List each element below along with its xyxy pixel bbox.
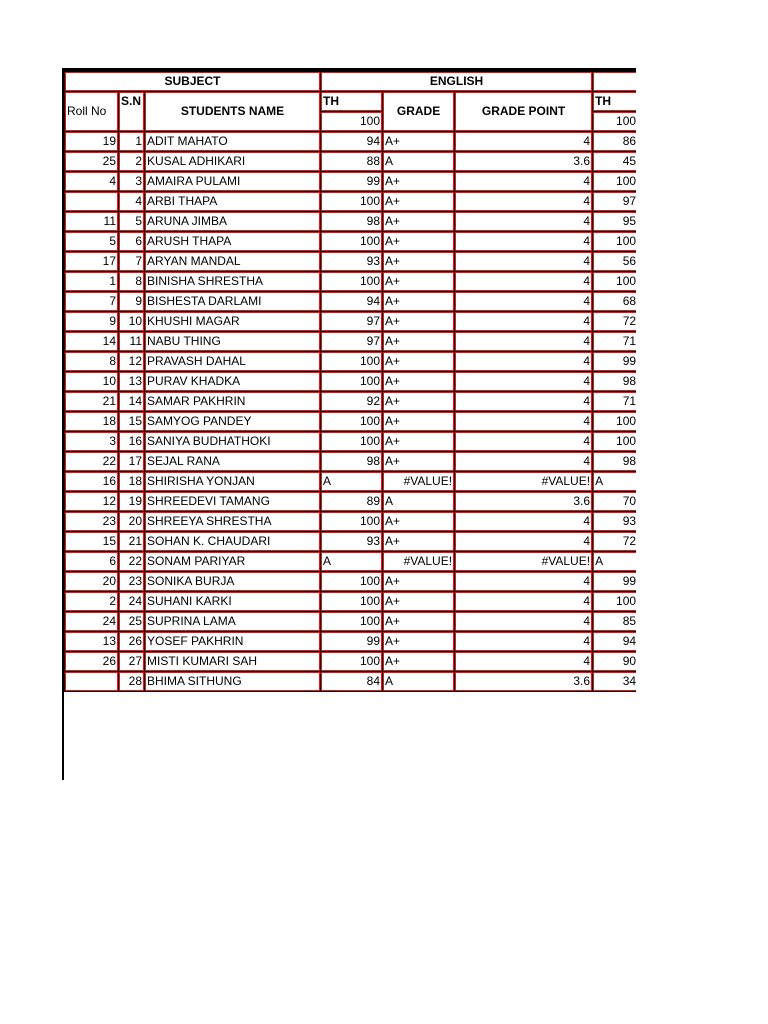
- roll-no-cell[interactable]: 2: [65, 592, 119, 612]
- sn-cell[interactable]: 12: [119, 352, 145, 372]
- sn-cell[interactable]: 25: [119, 612, 145, 632]
- sn-cell[interactable]: 14: [119, 392, 145, 412]
- student-name-cell[interactable]: AMAIRA PULAMI: [145, 172, 321, 192]
- table-row: [65, 412, 637, 432]
- next-subject-th-cell[interactable]: 72: [593, 312, 636, 332]
- next-subject-th-cell[interactable]: 98: [593, 372, 636, 392]
- roll-no-cell[interactable]: 25: [65, 152, 119, 172]
- grade-point-header: GRADE POINT: [455, 92, 593, 132]
- sn-cell[interactable]: 2: [119, 152, 145, 172]
- grade-cell[interactable]: A+: [383, 432, 455, 452]
- next-subject-th-cell[interactable]: 93: [593, 512, 636, 532]
- roll-no-cell[interactable]: 11: [65, 212, 119, 232]
- grade-point-cell[interactable]: 4: [455, 412, 593, 432]
- th-marks-cell[interactable]: 92: [321, 392, 383, 412]
- grade-point-cell[interactable]: 4: [455, 132, 593, 152]
- sn-cell[interactable]: 20: [119, 512, 145, 532]
- table-row: [65, 152, 637, 172]
- roll-no-cell[interactable]: 16: [65, 472, 119, 492]
- next-subject-th-cell[interactable]: 100: [593, 592, 636, 612]
- next-subject-th-cell[interactable]: 72: [593, 532, 636, 552]
- th-marks-cell[interactable]: 99: [321, 632, 383, 652]
- th-marks-cell[interactable]: 100: [321, 512, 383, 532]
- table-row: [65, 372, 637, 392]
- sn-cell[interactable]: 10: [119, 312, 145, 332]
- roll-no-cell[interactable]: 13: [65, 632, 119, 652]
- table-row: [65, 132, 637, 152]
- roll-no-cell[interactable]: 5: [65, 232, 119, 252]
- sn-cell[interactable]: 5: [119, 212, 145, 232]
- sn-cell[interactable]: 3: [119, 172, 145, 192]
- table-row: [65, 492, 637, 512]
- student-name-cell[interactable]: SUHANI KARKI: [145, 592, 321, 612]
- th-marks-cell[interactable]: 94: [321, 132, 383, 152]
- next-subject-th-cell[interactable]: 86: [593, 132, 636, 152]
- table-row: [65, 452, 637, 472]
- roll-no-cell[interactable]: 17: [65, 252, 119, 272]
- grade-cell[interactable]: A+: [383, 572, 455, 592]
- th-marks-cell[interactable]: 97: [321, 332, 383, 352]
- roll-no-cell[interactable]: 19: [65, 132, 119, 152]
- grade-point-cell[interactable]: 4: [455, 632, 593, 652]
- next-subject-th-cell[interactable]: 100: [593, 432, 636, 452]
- student-name-cell[interactable]: SHREEDEVI TAMANG: [145, 492, 321, 512]
- th-marks-cell[interactable]: 98: [321, 452, 383, 472]
- table-row: [65, 192, 637, 212]
- th-marks-cell[interactable]: 88: [321, 152, 383, 172]
- roll-no-header: Roll No: [65, 92, 119, 132]
- next-subject-th-cell[interactable]: 97: [593, 192, 636, 212]
- grade-point-cell[interactable]: 4: [455, 232, 593, 252]
- next-subject-th-cell[interactable]: 94: [593, 632, 636, 652]
- grade-cell[interactable]: A: [383, 672, 455, 692]
- grade-cell[interactable]: A+: [383, 512, 455, 532]
- table-row: [65, 292, 637, 312]
- next-subject-th-cell[interactable]: 85: [593, 612, 636, 632]
- next-subject-th-cell[interactable]: 34: [593, 672, 636, 692]
- grade-point-cell[interactable]: 4: [455, 652, 593, 672]
- table-row: [65, 592, 637, 612]
- th-marks-cell[interactable]: 99: [321, 172, 383, 192]
- sn-header: S.N: [119, 92, 145, 132]
- next-subject-th-cell[interactable]: 71: [593, 332, 636, 352]
- grade-cell[interactable]: A+: [383, 372, 455, 392]
- grade-point-cell[interactable]: 4: [455, 252, 593, 272]
- roll-no-cell[interactable]: 24: [65, 612, 119, 632]
- sn-cell[interactable]: 9: [119, 292, 145, 312]
- grade-point-cell[interactable]: 4: [455, 292, 593, 312]
- students-name-header: STUDENTS NAME: [145, 92, 321, 132]
- th-marks-cell[interactable]: 100: [321, 232, 383, 252]
- grade-cell[interactable]: A+: [383, 132, 455, 152]
- student-name-cell[interactable]: NABU THING: [145, 332, 321, 352]
- next-subject-th-cell[interactable]: A: [593, 472, 636, 492]
- roll-no-cell[interactable]: 22: [65, 452, 119, 472]
- grade-cell[interactable]: A+: [383, 212, 455, 232]
- grade-cell[interactable]: A: [383, 152, 455, 172]
- sn-cell[interactable]: 16: [119, 432, 145, 452]
- roll-no-cell[interactable]: [65, 192, 119, 212]
- next-subject-th-cell[interactable]: 90: [593, 652, 636, 672]
- student-name-cell[interactable]: SUPRINA LAMA: [145, 612, 321, 632]
- grade-cell[interactable]: A+: [383, 452, 455, 472]
- roll-no-cell[interactable]: 1: [65, 272, 119, 292]
- sn-cell[interactable]: 13: [119, 372, 145, 392]
- grade-point-cell[interactable]: 4: [455, 532, 593, 552]
- next-subject-th-cell[interactable]: 100: [593, 172, 636, 192]
- marks-table: [64, 71, 636, 692]
- roll-no-cell[interactable]: 8: [65, 352, 119, 372]
- sn-cell[interactable]: 23: [119, 572, 145, 592]
- th-marks-cell[interactable]: 84: [321, 672, 383, 692]
- student-name-cell[interactable]: BHIMA SITHUNG: [145, 672, 321, 692]
- grade-point-cell[interactable]: 4: [455, 392, 593, 412]
- roll-no-cell[interactable]: 4: [65, 172, 119, 192]
- next-subject-th-cell[interactable]: 68: [593, 292, 636, 312]
- grade-point-cell[interactable]: 4: [455, 572, 593, 592]
- table-row: [65, 632, 637, 652]
- table-row: [65, 612, 637, 632]
- next-subject-th-cell[interactable]: 70: [593, 492, 636, 512]
- header-row-subject: [65, 72, 637, 92]
- table-row: [65, 392, 637, 412]
- next-subject-th-cell[interactable]: 95: [593, 212, 636, 232]
- table-row: [65, 232, 637, 252]
- table-row: [65, 312, 637, 332]
- th-marks-cell[interactable]: 100: [321, 372, 383, 392]
- next-subject-th-cell[interactable]: 100: [593, 232, 636, 252]
- grade-cell[interactable]: A+: [383, 292, 455, 312]
- subject-name: ENGLISH: [321, 72, 593, 92]
- grade-cell[interactable]: A+: [383, 612, 455, 632]
- th-marks-cell[interactable]: 100: [321, 432, 383, 452]
- grade-point-cell[interactable]: 4: [455, 172, 593, 192]
- roll-no-cell[interactable]: 23: [65, 512, 119, 532]
- student-name-cell[interactable]: ARUNA JIMBA: [145, 212, 321, 232]
- next-subject-th-cell[interactable]: 99: [593, 352, 636, 372]
- th-marks-cell[interactable]: 89: [321, 492, 383, 512]
- grade-point-cell[interactable]: 4: [455, 312, 593, 332]
- next-subject-th-cell[interactable]: 98: [593, 452, 636, 472]
- th-header: TH: [321, 92, 383, 112]
- next-subject-header: [593, 72, 636, 92]
- next-subject-th-cell[interactable]: 100: [593, 272, 636, 292]
- grade-point-cell[interactable]: 4: [455, 432, 593, 452]
- roll-no-cell[interactable]: 7: [65, 292, 119, 312]
- student-name-cell[interactable]: SANIYA BUDHATHOKI: [145, 432, 321, 452]
- marks-table-frame: [62, 68, 636, 780]
- table-row: [65, 432, 637, 452]
- roll-no-cell[interactable]: 9: [65, 312, 119, 332]
- table-row: [65, 512, 637, 532]
- grade-cell[interactable]: A+: [383, 632, 455, 652]
- roll-no-cell[interactable]: 21: [65, 392, 119, 412]
- th-marks-cell[interactable]: 100: [321, 352, 383, 372]
- table-row: [65, 352, 637, 372]
- student-name-cell[interactable]: SONAM PARIYAR: [145, 552, 321, 572]
- th-full-marks: 100: [321, 112, 383, 132]
- sn-cell[interactable]: 22: [119, 552, 145, 572]
- grade-point-cell[interactable]: 4: [455, 452, 593, 472]
- roll-no-cell[interactable]: 3: [65, 432, 119, 452]
- grade-cell[interactable]: A+: [383, 252, 455, 272]
- grade-point-cell[interactable]: 4: [455, 332, 593, 352]
- table-row: [65, 172, 637, 192]
- grade-header: GRADE: [383, 92, 455, 132]
- table-row: [65, 252, 637, 272]
- table-row: [65, 672, 637, 692]
- grade-point-cell[interactable]: 4: [455, 352, 593, 372]
- student-name-cell[interactable]: ADIT MAHATO: [145, 132, 321, 152]
- th-marks-cell[interactable]: 94: [321, 292, 383, 312]
- grade-cell[interactable]: #VALUE!: [383, 552, 455, 572]
- next-subject-th-cell[interactable]: 71: [593, 392, 636, 412]
- roll-no-cell[interactable]: 20: [65, 572, 119, 592]
- th-marks-cell[interactable]: 93: [321, 252, 383, 272]
- student-name-cell[interactable]: PRAVASH DAHAL: [145, 352, 321, 372]
- grade-cell[interactable]: A+: [383, 392, 455, 412]
- roll-no-cell[interactable]: 26: [65, 652, 119, 672]
- th-marks-cell[interactable]: A: [321, 552, 383, 572]
- table-row: [65, 572, 637, 592]
- student-name-cell[interactable]: BINISHA SHRESTHA: [145, 272, 321, 292]
- sn-cell[interactable]: 6: [119, 232, 145, 252]
- sn-cell[interactable]: 15: [119, 412, 145, 432]
- grade-cell[interactable]: A+: [383, 352, 455, 372]
- th-marks-cell[interactable]: 100: [321, 652, 383, 672]
- grade-point-cell[interactable]: 3.6: [455, 672, 593, 692]
- grade-point-cell[interactable]: 3.6: [455, 152, 593, 172]
- student-name-cell[interactable]: SEJAL RANA: [145, 452, 321, 472]
- student-name-cell[interactable]: SAMYOG PANDEY: [145, 412, 321, 432]
- sn-cell[interactable]: 7: [119, 252, 145, 272]
- student-name-cell[interactable]: ARBI THAPA: [145, 192, 321, 212]
- table-row: [65, 272, 637, 292]
- student-name-cell[interactable]: KHUSHI MAGAR: [145, 312, 321, 332]
- subject-label: SUBJECT: [65, 72, 321, 92]
- grade-point-cell[interactable]: 4: [455, 272, 593, 292]
- th2-full-marks: 100: [593, 112, 636, 132]
- th2-header: TH: [593, 92, 636, 112]
- grade-point-cell[interactable]: 4: [455, 372, 593, 392]
- th-marks-cell[interactable]: 100: [321, 272, 383, 292]
- table-row: [65, 332, 637, 352]
- sn-cell[interactable]: 26: [119, 632, 145, 652]
- student-name-cell[interactable]: SONIKA BURJA: [145, 572, 321, 592]
- student-name-cell[interactable]: SOHAN K. CHAUDARI: [145, 532, 321, 552]
- table-row: [65, 472, 637, 492]
- sn-cell[interactable]: 24: [119, 592, 145, 612]
- roll-no-cell[interactable]: 10: [65, 372, 119, 392]
- student-name-cell[interactable]: KUSAL ADHIKARI: [145, 152, 321, 172]
- grade-cell[interactable]: A+: [383, 192, 455, 212]
- sn-cell[interactable]: 8: [119, 272, 145, 292]
- th-marks-cell[interactable]: 100: [321, 412, 383, 432]
- sn-cell[interactable]: 21: [119, 532, 145, 552]
- next-subject-th-cell[interactable]: A: [593, 552, 636, 572]
- th-marks-cell[interactable]: 100: [321, 592, 383, 612]
- student-name-cell[interactable]: SHIRISHA YONJAN: [145, 472, 321, 492]
- roll-no-cell[interactable]: 14: [65, 332, 119, 352]
- sn-cell[interactable]: 11: [119, 332, 145, 352]
- grade-cell[interactable]: A: [383, 492, 455, 512]
- next-subject-th-cell[interactable]: 99: [593, 572, 636, 592]
- th-marks-cell[interactable]: 97: [321, 312, 383, 332]
- table-row: [65, 212, 637, 232]
- th-marks-cell[interactable]: 93: [321, 532, 383, 552]
- student-name-cell[interactable]: BISHESTA DARLAMI: [145, 292, 321, 312]
- grade-point-cell[interactable]: #VALUE!: [455, 472, 593, 492]
- roll-no-cell[interactable]: 6: [65, 552, 119, 572]
- next-subject-th-cell[interactable]: 100: [593, 412, 636, 432]
- grade-cell[interactable]: A+: [383, 652, 455, 672]
- grade-cell[interactable]: A+: [383, 532, 455, 552]
- grade-cell[interactable]: A+: [383, 272, 455, 292]
- roll-no-cell[interactable]: 15: [65, 532, 119, 552]
- grade-point-cell[interactable]: 4: [455, 512, 593, 532]
- sn-cell[interactable]: 18: [119, 472, 145, 492]
- table-row: [65, 532, 637, 552]
- grade-point-cell[interactable]: #VALUE!: [455, 552, 593, 572]
- grade-point-cell[interactable]: 4: [455, 212, 593, 232]
- roll-no-cell[interactable]: [65, 672, 119, 692]
- student-name-cell[interactable]: YOSEF PAKHRIN: [145, 632, 321, 652]
- next-subject-th-cell[interactable]: 45: [593, 152, 636, 172]
- roll-no-cell[interactable]: 12: [65, 492, 119, 512]
- sn-cell[interactable]: 19: [119, 492, 145, 512]
- table-row: [65, 652, 637, 672]
- sn-cell[interactable]: 1: [119, 132, 145, 152]
- header-row-columns: [65, 92, 637, 112]
- sn-cell[interactable]: 27: [119, 652, 145, 672]
- student-name-cell[interactable]: SAMAR PAKHRIN: [145, 392, 321, 412]
- th-marks-cell[interactable]: 100: [321, 572, 383, 592]
- grade-cell[interactable]: A+: [383, 172, 455, 192]
- th-marks-cell[interactable]: 100: [321, 612, 383, 632]
- grade-cell[interactable]: #VALUE!: [383, 472, 455, 492]
- sn-cell[interactable]: 4: [119, 192, 145, 212]
- sn-cell[interactable]: 28: [119, 672, 145, 692]
- student-name-cell[interactable]: PURAV KHADKA: [145, 372, 321, 392]
- table-row: [65, 552, 637, 572]
- grade-point-cell[interactable]: 3.6: [455, 492, 593, 512]
- grade-cell[interactable]: A+: [383, 412, 455, 432]
- grade-cell[interactable]: A+: [383, 232, 455, 252]
- grade-cell[interactable]: A+: [383, 312, 455, 332]
- grade-point-cell[interactable]: 4: [455, 592, 593, 612]
- th-marks-cell[interactable]: 100: [321, 192, 383, 212]
- student-name-cell[interactable]: ARYAN MANDAL: [145, 252, 321, 272]
- next-subject-th-cell[interactable]: 56: [593, 252, 636, 272]
- grade-point-cell[interactable]: 4: [455, 192, 593, 212]
- th-marks-cell[interactable]: 98: [321, 212, 383, 232]
- grade-cell[interactable]: A+: [383, 332, 455, 352]
- th-marks-cell[interactable]: A: [321, 472, 383, 492]
- roll-no-cell[interactable]: 18: [65, 412, 119, 432]
- grade-point-cell[interactable]: 4: [455, 612, 593, 632]
- grade-cell[interactable]: A+: [383, 592, 455, 612]
- sn-cell[interactable]: 17: [119, 452, 145, 472]
- student-name-cell[interactable]: SHREEYA SHRESTHA: [145, 512, 321, 532]
- student-name-cell[interactable]: ARUSH THAPA: [145, 232, 321, 252]
- student-name-cell[interactable]: MISTI KUMARI SAH: [145, 652, 321, 672]
